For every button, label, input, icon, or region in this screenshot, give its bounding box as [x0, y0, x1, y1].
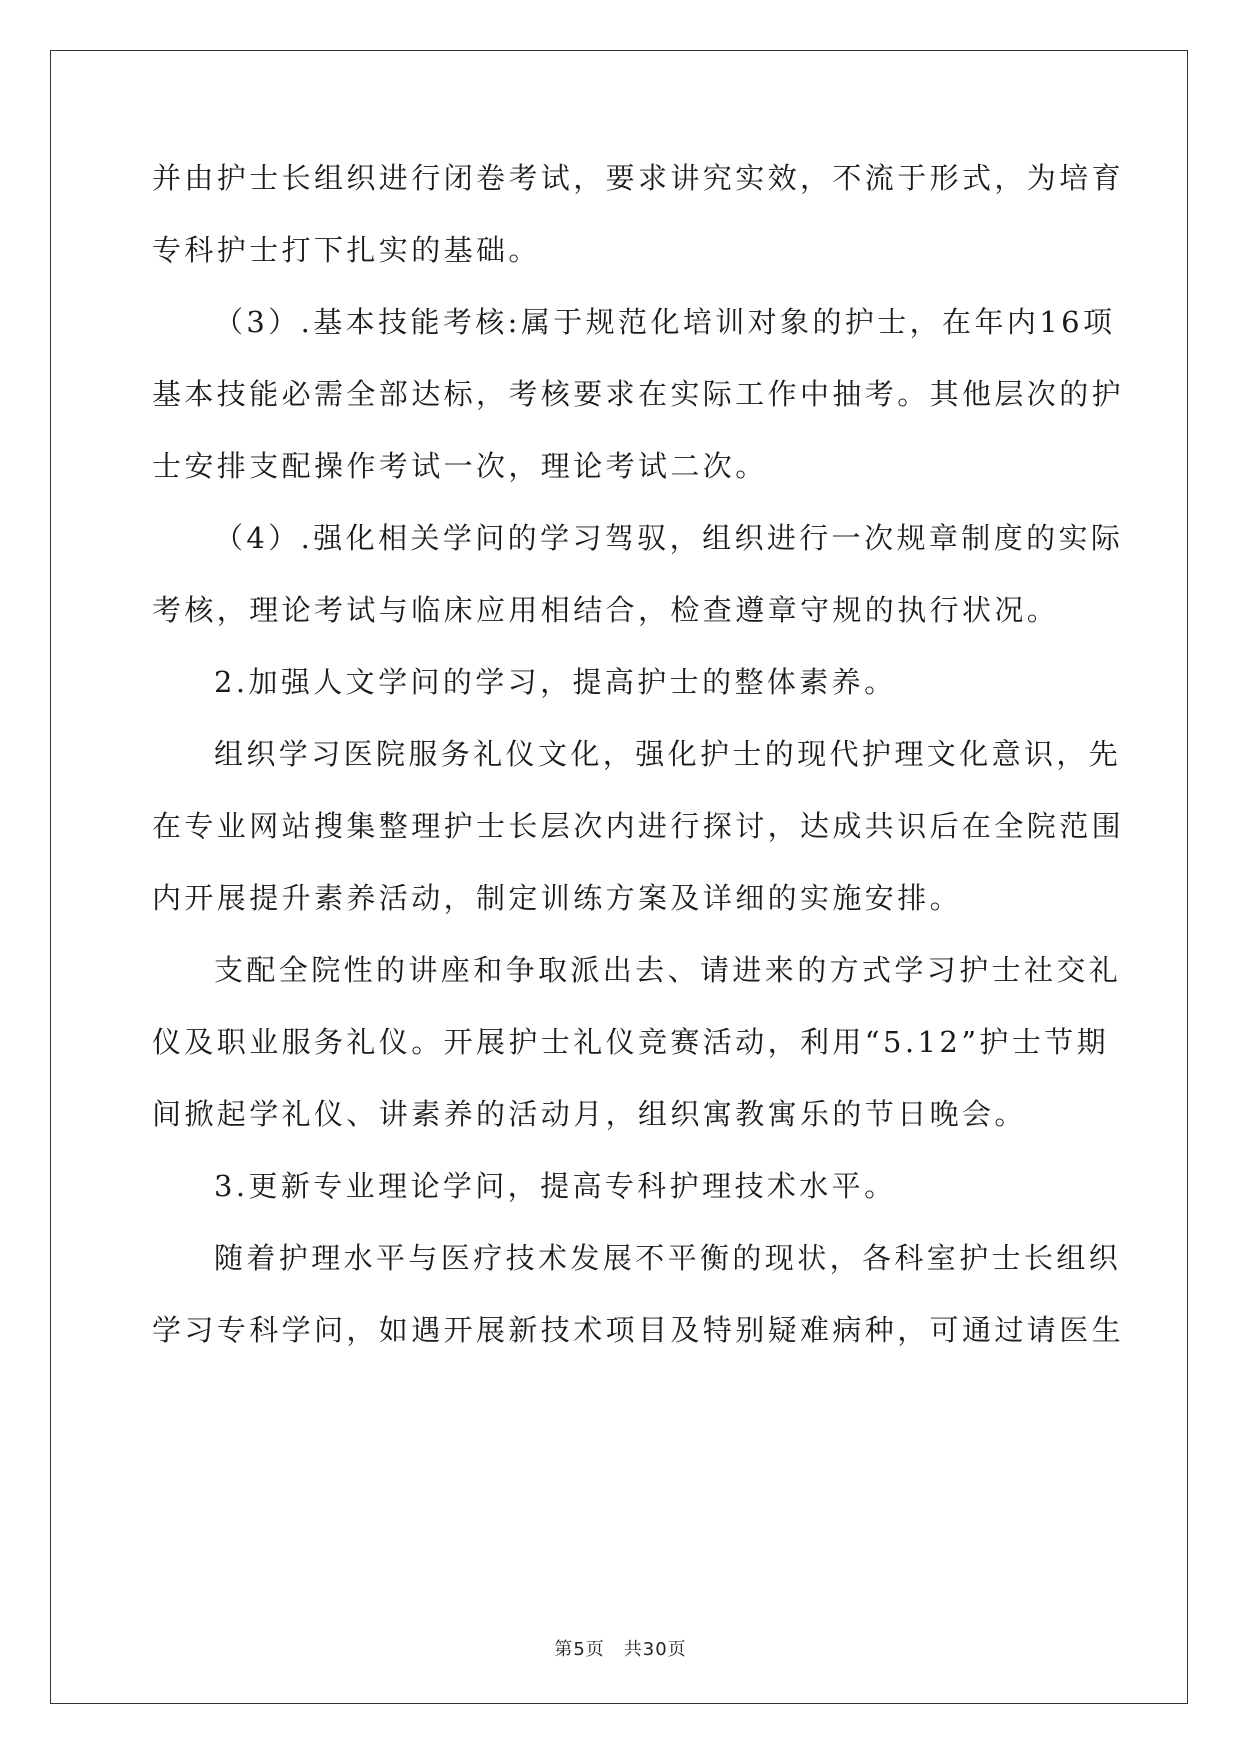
text-line: 考核，理论考试与临床应用相结合，检查遵章守规的执行状况。	[152, 593, 1060, 627]
document-body	[152, 158, 1125, 1382]
text-line: 在专业网站搜集整理护士长层次内进行探讨，达成共识后在全院范围	[152, 809, 1125, 843]
text-line: 支配全院性的讲座和争取派出去、请进来的方式学习护士社交礼	[214, 953, 1122, 987]
text-line: 3.更新专业理论学问，提高专科护理技术水平。	[214, 1169, 897, 1203]
text-line: 专科护士打下扎实的基础。	[152, 233, 541, 267]
text-line: 并由护士长组织进行闭卷考试，要求讲究实效，不流于形式，为培育	[152, 161, 1125, 195]
text-line: 基本技能必需全部达标，考核要求在实际工作中抽考。其他层次的护	[152, 377, 1125, 411]
text-line: 间掀起学礼仪、讲素养的活动月，组织寓教寓乐的节日晚会。	[152, 1097, 1027, 1131]
footer-mid: 页 共	[585, 1639, 643, 1660]
footer-prefix: 第	[554, 1639, 574, 1660]
text-line: 仪及职业服务礼仪。开展护士礼仪竞赛活动，利用“5.12”护士节期	[152, 1025, 1110, 1059]
text-line: （4）.强化相关学问的学习驾驭，组织进行一次规章制度的实际	[214, 521, 1124, 555]
text-line: 学习专科学问，如遇开展新技术项目及特别疑难病种，可通过请医生	[152, 1313, 1125, 1347]
page-footer	[0, 1635, 1241, 1661]
text-line: 内开展提升素养活动，制定训练方案及详细的实施安排。	[152, 881, 963, 915]
current-page-number: 5	[573, 1639, 586, 1660]
text-line: 组织学习医院服务礼仪文化，强化护士的现代护理文化意识，先	[214, 737, 1122, 771]
text-line: 2.加强人文学问的学习，提高护士的整体素养。	[214, 665, 897, 699]
total-page-number: 30	[642, 1639, 668, 1660]
text-line: 士安排支配操作考试一次，理论考试二次。	[152, 449, 768, 483]
text-line: 随着护理水平与医疗技术发展不平衡的现状，各科室护士长组织	[214, 1241, 1122, 1275]
footer-suffix: 页	[667, 1639, 687, 1660]
text-line: （3）.基本技能考核:属于规范化培训对象的护士，在年内16项	[214, 305, 1116, 339]
